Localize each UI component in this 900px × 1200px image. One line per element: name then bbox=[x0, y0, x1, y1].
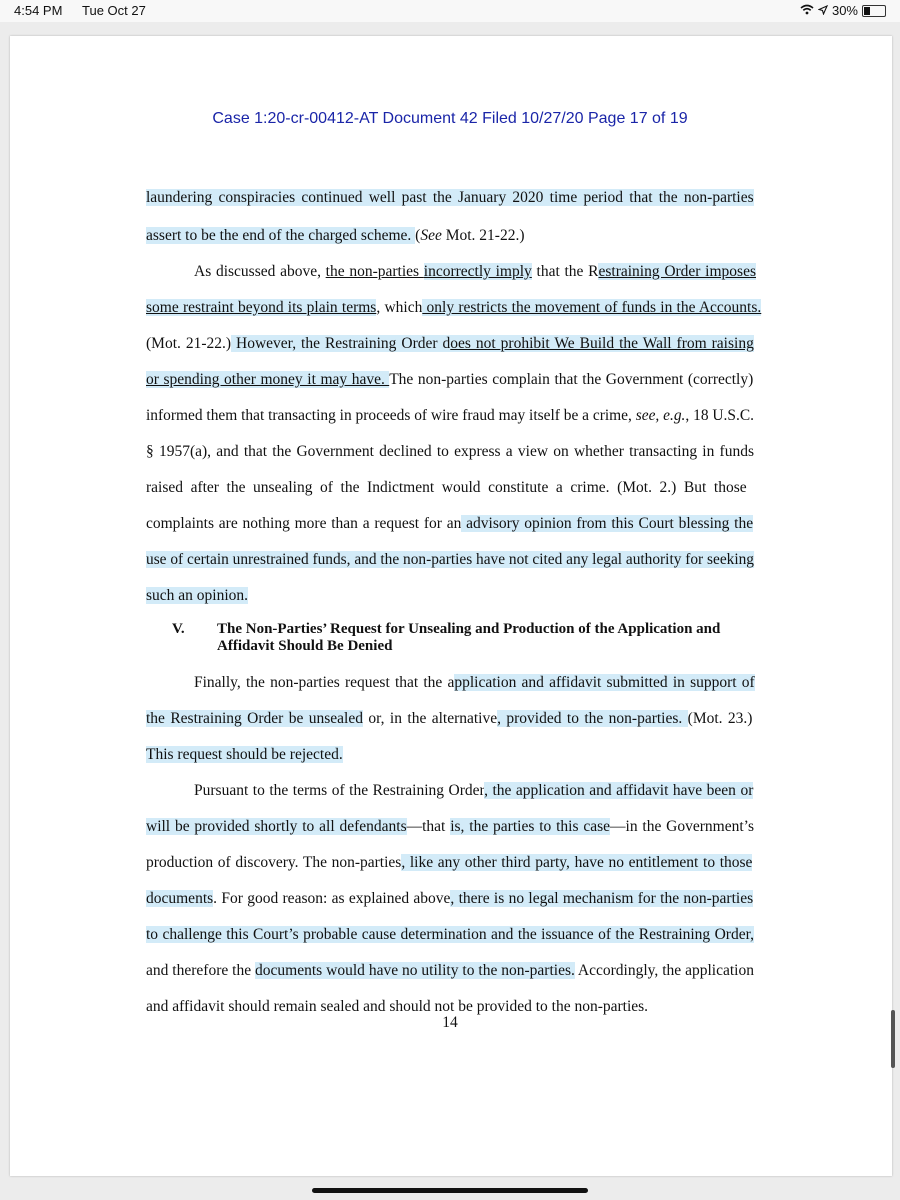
line-segment: raised after the unsealing of the Indictment would constitute a crime. (Mot. 2.) But those bbox=[146, 479, 747, 496]
document-line bbox=[146, 745, 343, 765]
document-line bbox=[146, 817, 754, 837]
line-segment: and therefore the bbox=[146, 962, 256, 979]
line-segment: informed them that transacting in proceeds of wire fraud may itself be a crime, bbox=[146, 407, 636, 424]
status-bar bbox=[0, 0, 900, 22]
line-segment: , there is no legal mechanism for the non-parties bbox=[450, 890, 754, 907]
line-segment: incorrectly imply bbox=[423, 263, 532, 280]
wifi-icon bbox=[800, 3, 814, 18]
page-number: 14 bbox=[442, 1014, 458, 1031]
line-segment: the non-parties bbox=[325, 263, 424, 280]
home-indicator[interactable] bbox=[312, 1188, 588, 1193]
document-line bbox=[146, 298, 761, 318]
document-line bbox=[146, 550, 754, 570]
line-segment: some restraint beyond its plain terms bbox=[146, 299, 377, 316]
line-segment: see, e.g. bbox=[635, 407, 686, 424]
line-segment: —that bbox=[406, 818, 451, 835]
document-line bbox=[146, 709, 752, 729]
line-segment: the Restraining Order be unsealed bbox=[146, 710, 363, 727]
battery-fill bbox=[864, 7, 870, 15]
document-line bbox=[146, 188, 754, 208]
battery-percent: 30% bbox=[831, 3, 858, 18]
line-segment: , like any other third party, have no entitlement to those bbox=[401, 854, 753, 871]
line-segment: pplication and affidavit submitted in support of bbox=[454, 674, 755, 691]
document-line bbox=[146, 961, 754, 981]
document-line bbox=[194, 673, 755, 693]
line-segment: ( bbox=[415, 227, 421, 244]
line-segment: will be provided shortly to all defendants bbox=[146, 818, 407, 835]
document-line bbox=[146, 925, 754, 945]
document-line bbox=[146, 226, 525, 246]
document-line bbox=[194, 781, 753, 801]
line-segment: Accordingly, the application bbox=[574, 962, 754, 979]
line-segment: complaints are nothing more than a request for an bbox=[146, 515, 462, 532]
line-segment: laundering conspiracies continued well past the January 2020 time period that the non-parties bbox=[146, 189, 754, 206]
line-segment: , 18 U.S.C. bbox=[685, 407, 754, 424]
scroll-indicator[interactable] bbox=[891, 1010, 895, 1068]
document-line bbox=[146, 442, 754, 462]
line-segment: As discussed above, bbox=[194, 263, 326, 280]
document-line bbox=[146, 853, 752, 873]
line-segment: estraining Order imposes bbox=[598, 263, 756, 280]
line-segment: . For good reason: as explained above bbox=[213, 890, 451, 907]
line-segment: The non-parties complain that the Government (correctly) bbox=[389, 371, 754, 388]
line-segment: use of certain unrestrained funds, and the non-parties have not cited any legal authority for seeking bbox=[146, 551, 754, 568]
line-segment: oes not prohibit We Build the Wall from raising bbox=[450, 335, 754, 352]
battery-icon bbox=[862, 5, 886, 17]
line-segment: documents bbox=[146, 890, 214, 907]
line-segment: to challenge this Court’s probable cause determination and the issuance of the Restraining Order, bbox=[146, 926, 754, 943]
line-segment: advisory opinion from this Court blessing the bbox=[461, 515, 754, 532]
document-header: Case 1:20-cr-00412-AT Document 42 Filed 10/27/20 Page 17 of 19 bbox=[212, 110, 688, 127]
line-segment: Pursuant to the terms of the Restraining Order bbox=[194, 782, 485, 799]
section-number: V. bbox=[172, 621, 185, 637]
document-line bbox=[146, 586, 248, 606]
location-arrow-icon bbox=[818, 3, 828, 18]
document-line bbox=[194, 262, 756, 282]
line-segment: is, the parties to this case bbox=[450, 818, 611, 835]
line-segment: This request should be rejected. bbox=[146, 746, 343, 763]
status-time: 4:54 PM bbox=[14, 3, 63, 18]
document-line bbox=[146, 478, 747, 498]
line-segment: production of discovery. The non-parties bbox=[146, 854, 402, 871]
line-segment: (Mot. 21-22.) bbox=[146, 335, 232, 352]
status-right-group bbox=[800, 3, 886, 18]
line-segment: Finally, the non-parties request that the a bbox=[194, 674, 455, 691]
line-segment: —in the Government’s bbox=[610, 818, 755, 835]
document-line bbox=[146, 370, 753, 390]
line-segment: , the application and affidavit have been or bbox=[484, 782, 754, 799]
status-date: Tue Oct 27 bbox=[82, 3, 146, 18]
line-segment: that the R bbox=[531, 263, 599, 280]
line-segment: However, the Restraining Order d bbox=[231, 335, 451, 352]
document-line bbox=[146, 406, 754, 426]
line-segment: documents would have no utility to the non-parties. bbox=[255, 962, 575, 979]
line-segment: § 1957(a), and that the Government declined to express a view on whether transacting in funds bbox=[146, 443, 754, 460]
line-segment: , provided to the non-parties. bbox=[497, 710, 688, 727]
line-segment: or, in the alternative bbox=[362, 710, 498, 727]
line-segment: assert to be the end of the charged scheme. bbox=[146, 227, 416, 244]
section-heading-line-1: The Non-Parties’ Request for Unsealing and Production of the Application and bbox=[217, 621, 721, 637]
line-segment: such an opinion. bbox=[146, 587, 249, 604]
line-segment: Mot. 21-22.) bbox=[441, 227, 525, 244]
line-segment: only restricts the movement of funds in the Accounts. bbox=[422, 299, 762, 316]
document-line bbox=[146, 334, 754, 354]
line-segment: or spending other money it may have. bbox=[146, 371, 390, 388]
document-line bbox=[146, 889, 753, 909]
line-segment: See bbox=[420, 227, 442, 244]
section-heading-line-2: Affidavit Should Be Denied bbox=[217, 638, 393, 654]
line-segment: , which bbox=[376, 299, 423, 316]
document-line bbox=[146, 514, 753, 534]
line-segment: (Mot. 23.) bbox=[687, 710, 753, 727]
line-segment: and affidavit should remain sealed and should not be provided to the non-parties. bbox=[146, 998, 649, 1015]
